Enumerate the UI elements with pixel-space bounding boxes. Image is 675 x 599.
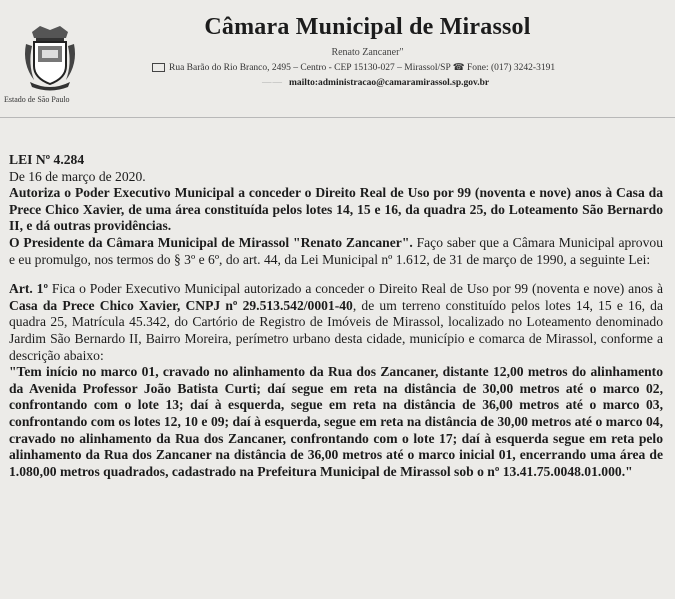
intro-text: Faço saber que a Câmara Municipal aprovou e eu promulgo, nos termos do § 3º e 6º, do art. 44, da Lei Municipal nº 1.612, de 31 de março de 1990, a seguinte Lei: bbox=[9, 234, 663, 267]
email-faded-prefix: —— bbox=[262, 78, 283, 88]
address-line bbox=[152, 62, 555, 73]
law-summary: Autoriza o Poder Executivo Municipal a conceder o Direito Real de Uso por 99 (noventa e nove) anos à Casa da Prece Chico Xavier, de uma área constituída pelos lotes 14, 15 e 16, da quadra 25, do Loteamento São Bernardo II, e dá outras providências. bbox=[9, 185, 663, 234]
paragraph-gap bbox=[9, 268, 663, 281]
header-divider bbox=[0, 117, 675, 118]
article-1-text-a: Fica o Poder Executivo Municipal autorizado a conceder o Direito Real de Uso por 99 (noventa e nove) anos à bbox=[47, 281, 663, 297]
institution-subtitle: Renato Zancaner" bbox=[331, 47, 404, 58]
intro-paragraph bbox=[9, 235, 663, 268]
address-text: Rua Barão do Rio Branco, 2495 – Centro - CEP 15130-027 – Mirassol/SP ☎ Fone: (017) 3242-3191 bbox=[169, 63, 556, 73]
document-body bbox=[9, 152, 663, 480]
law-number: LEI Nº 4.284 bbox=[9, 152, 85, 167]
email-line bbox=[262, 78, 489, 88]
envelope-icon bbox=[152, 63, 165, 72]
email-link[interactable]: mailto:administracao@camaramirassol.sp.gov.br bbox=[289, 78, 490, 88]
institution-title: Câmara Municipal de Mirassol bbox=[204, 14, 531, 40]
intro-bold: O Presidente da Câmara Municipal de Mirassol "Renato Zancaner". bbox=[9, 234, 413, 250]
law-date: De 16 de março de 2020. bbox=[9, 168, 146, 184]
article-1-label: Art. 1º bbox=[9, 281, 48, 297]
article-1-text-b: , de um terreno constituído pelos lotes 14, 15 e 16, da quadra 25, Matrícula 45.342, do Cartório de Registro de Imóveis de Mirassol, localizado no Loteamento denominado Jardim São Bernardo II, Bairro Moreira, perímetro urbano desta cidade, município e comarca de Mirassol, conforme a descrição abaixo: bbox=[9, 297, 664, 363]
article-1-entity: Casa da Prece Chico Xavier, CNPJ nº 29.513.542/0001-40 bbox=[9, 297, 353, 313]
property-description: "Tem início no marco 01, cravado no alinhamento da Rua dos Zancaner, distante 12,00 metros do alinhamento da Avenida Professor João Batista Curti; daí segue em reta na distância de 30,00 metros até o marco 02, confrontando com o lote 13; daí à esquerda, segue em reta na distância de 36,00 metros até o marco 03, confrontando com os lotes 12, 10 e 09; daí à esquerda, segue em reta na distância de 30,00 metros até o marco 04, cravado no alinhamento da Rua dos Zancaner, confrontando com o lote 17; daí à esquerda segue em reta pelo alinhamento da Rua dos Zancaner na distância de 36,00 metros até o marco inicial 01, encerrando uma área de 1.080,00 metros quadrados, cadastrado na Prefeitura Municipal de Mirassol sob o nº 13.41.75.0048.01.000." bbox=[9, 364, 663, 479]
article-1 bbox=[9, 281, 663, 364]
state-label: Estado de São Paulo bbox=[4, 95, 70, 104]
